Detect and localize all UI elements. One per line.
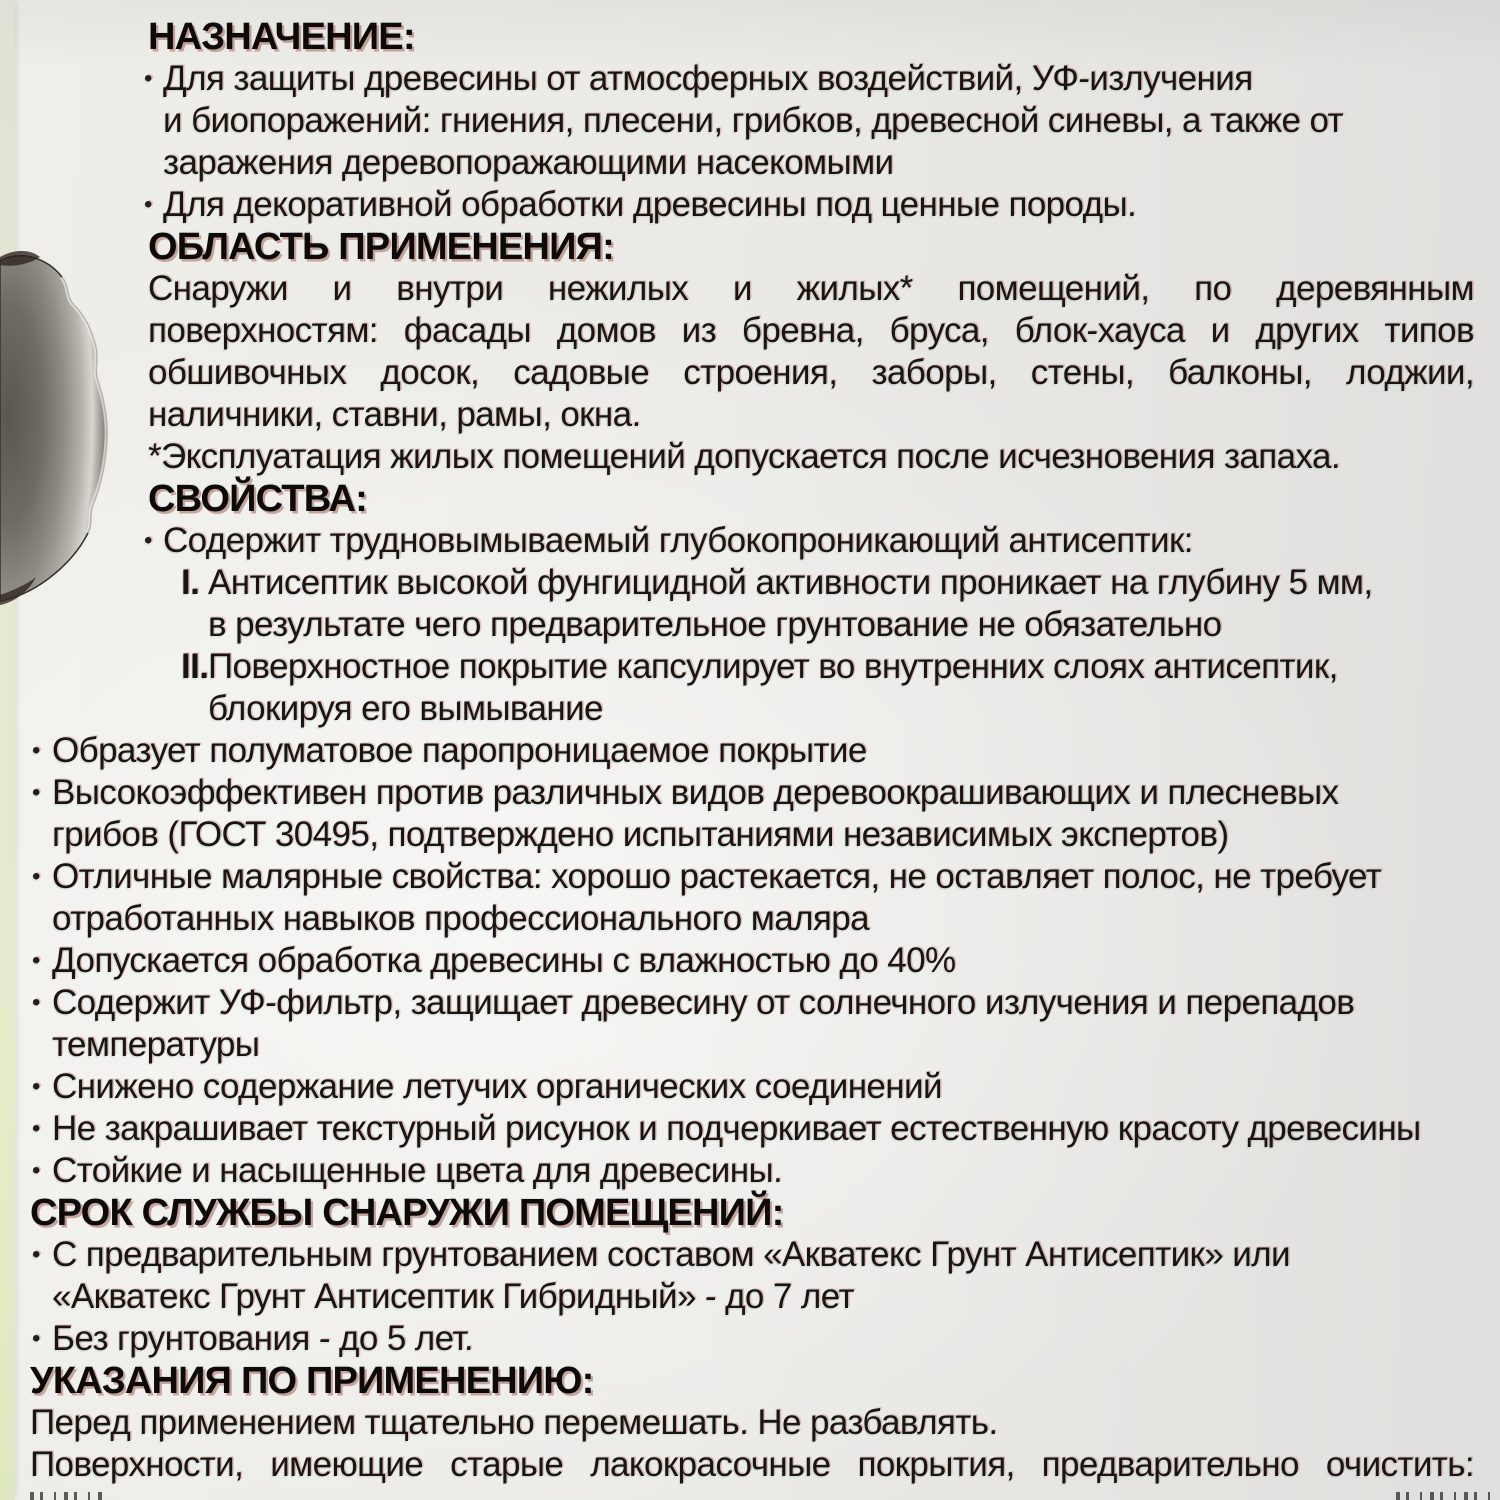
- line-text: Антисептик высокой фунгицидной активности проникает на глубину 5 мм,: [208, 563, 1373, 602]
- cropped-text-line: [1396, 1492, 1492, 1500]
- line-text: Поверхностное покрытие капсулирует во внутренних слоях антисептик,: [208, 647, 1338, 686]
- label-text-line: [0, 1276, 1500, 1318]
- label-text-line: [0, 646, 1500, 688]
- section-heading: [0, 16, 1500, 58]
- label-text-line: [0, 1108, 1500, 1150]
- line-text: грибов (ГОСТ 30495, подтверждено испытаниями независимых экспертов): [52, 815, 1229, 854]
- bullet-marker: •: [32, 779, 40, 806]
- bullet-marker: •: [32, 863, 40, 890]
- label-text-line: [0, 436, 1500, 478]
- bullet-marker: •: [32, 1241, 40, 1268]
- line-text: Отличные малярные свойства: хорошо растекается, не оставляет полос, не требует: [52, 857, 1382, 896]
- line-text: С предварительным грунтованием составом «Акватекс Грунт Антисептик» или: [52, 1235, 1290, 1274]
- label-text: [0, 16, 1500, 1486]
- line-text: Для декоративной обработки древесины под ценные породы.: [163, 185, 1137, 224]
- label-text-line: [0, 394, 1500, 436]
- label-text-line: [0, 58, 1500, 100]
- label-text-line: [0, 940, 1500, 982]
- line-text: Перед применением тщательно перемешать. Не разбавлять.: [30, 1403, 998, 1442]
- label-text-line: [0, 772, 1500, 814]
- line-text: НАЗНАЧЕНИЕ:: [148, 16, 415, 58]
- line-text: отработанных навыков профессионального маляра: [52, 899, 869, 938]
- label-text-line: [0, 184, 1500, 226]
- section-heading: [0, 226, 1500, 268]
- line-text: СВОЙСТВА:: [148, 478, 367, 520]
- line-text: обшивочных досок, садовые строения, заборы, стены, балконы, лоджии,: [148, 353, 1474, 392]
- line-text: Содержит УФ-фильтр, защищает древесину от солнечного излучения и перепадов: [52, 983, 1355, 1022]
- label-text-line: [0, 1066, 1500, 1108]
- label-text-line: [0, 142, 1500, 184]
- bullet-marker: •: [32, 1325, 40, 1352]
- bullet-marker: •: [32, 1157, 40, 1184]
- line-text: УКАЗАНИЯ ПО ПРИМЕНЕНИЮ:: [30, 1360, 594, 1402]
- bullet-marker: •: [32, 947, 40, 974]
- label-text-line: [0, 982, 1500, 1024]
- line-text: Снаружи и внутри нежилых и жилых* помещений, по деревянным: [148, 269, 1474, 308]
- line-text: Содержит трудновымываемый глубокопроникающий антисептик:: [163, 521, 1193, 560]
- bullet-marker: •: [32, 737, 40, 764]
- section-heading: [0, 478, 1500, 520]
- bullet-marker: •: [144, 191, 152, 218]
- line-text: поверхностям: фасады домов из бревна, бруса, блок-хауса и других типов: [148, 311, 1474, 350]
- cropped-text-line: [30, 1492, 102, 1500]
- bullet-marker: •: [32, 1115, 40, 1142]
- bullet-marker: •: [32, 989, 40, 1016]
- line-text: ОБЛАСТЬ ПРИМЕНЕНИЯ:: [148, 226, 614, 268]
- line-text: заражения деревопоражающими насекомыми: [163, 143, 894, 182]
- line-text: «Акватекс Грунт Антисептик Гибридный» - до 7 лет: [52, 1277, 854, 1316]
- label-text-line: [0, 1444, 1500, 1486]
- label-text-line: [0, 268, 1500, 310]
- label-text-line: [0, 562, 1500, 604]
- label-text-line: [0, 100, 1500, 142]
- line-text: Допускается обработка древесины с влажностью до 40%: [52, 941, 956, 980]
- label-text-line: [0, 1024, 1500, 1066]
- bullet-marker: •: [32, 1073, 40, 1100]
- label-text-line: [0, 1150, 1500, 1192]
- line-text: наличники, ставни, рамы, окна.: [148, 395, 641, 434]
- label-text-line: [0, 688, 1500, 730]
- line-text: температуры: [52, 1025, 260, 1064]
- line-text: Без грунтования - до 5 лет.: [52, 1319, 474, 1358]
- label-text-line: [0, 1318, 1500, 1360]
- label-text-line: [0, 604, 1500, 646]
- section-heading: [0, 1192, 1500, 1234]
- line-text: Стойкие и насыщенные цвета для древесины.: [52, 1151, 783, 1190]
- line-text: Не закрашивает текстурный рисунок и подчеркивает естественную красоту древесины: [52, 1109, 1421, 1148]
- bullet-marker: •: [144, 527, 152, 554]
- line-text: в результате чего предварительное грунтование не обязательно: [208, 605, 1222, 644]
- line-text: *Эксплуатация жилых помещений допускается после исчезновения запаха.: [148, 437, 1340, 476]
- roman-numeral-marker: I.: [181, 563, 200, 602]
- line-text: Снижено содержание летучих органических соединений: [52, 1067, 942, 1106]
- label-text-line: [0, 730, 1500, 772]
- line-text: Высокоэффективен против различных видов деревоокрашивающих и плесневых: [52, 773, 1339, 812]
- line-text: Образует полуматовое паропроницаемое покрытие: [52, 731, 867, 770]
- label-text-line: [0, 1402, 1500, 1444]
- line-text: блокируя его вымывание: [208, 689, 603, 728]
- label-text-line: [0, 898, 1500, 940]
- line-text: Для защиты древесины от атмосферных воздействий, УФ-излучения: [163, 59, 1253, 98]
- label-text-line: [0, 520, 1500, 562]
- label-text-line: [0, 1234, 1500, 1276]
- bullet-marker: •: [144, 65, 152, 92]
- line-text: СРОК СЛУЖБЫ СНАРУЖИ ПОМЕЩЕНИЙ:: [30, 1192, 784, 1234]
- line-text: и биопоражений: гниения, плесени, грибков, древесной синевы, а также от: [163, 101, 1343, 140]
- label-text-line: [0, 814, 1500, 856]
- roman-numeral-marker: II.: [181, 647, 209, 686]
- section-heading: [0, 1360, 1500, 1402]
- label-text-line: [0, 352, 1500, 394]
- label-text-line: [0, 856, 1500, 898]
- label-text-line: [0, 310, 1500, 352]
- line-text: Поверхности, имеющие старые лакокрасочные покрытия, предварительно очистить:: [30, 1445, 1474, 1484]
